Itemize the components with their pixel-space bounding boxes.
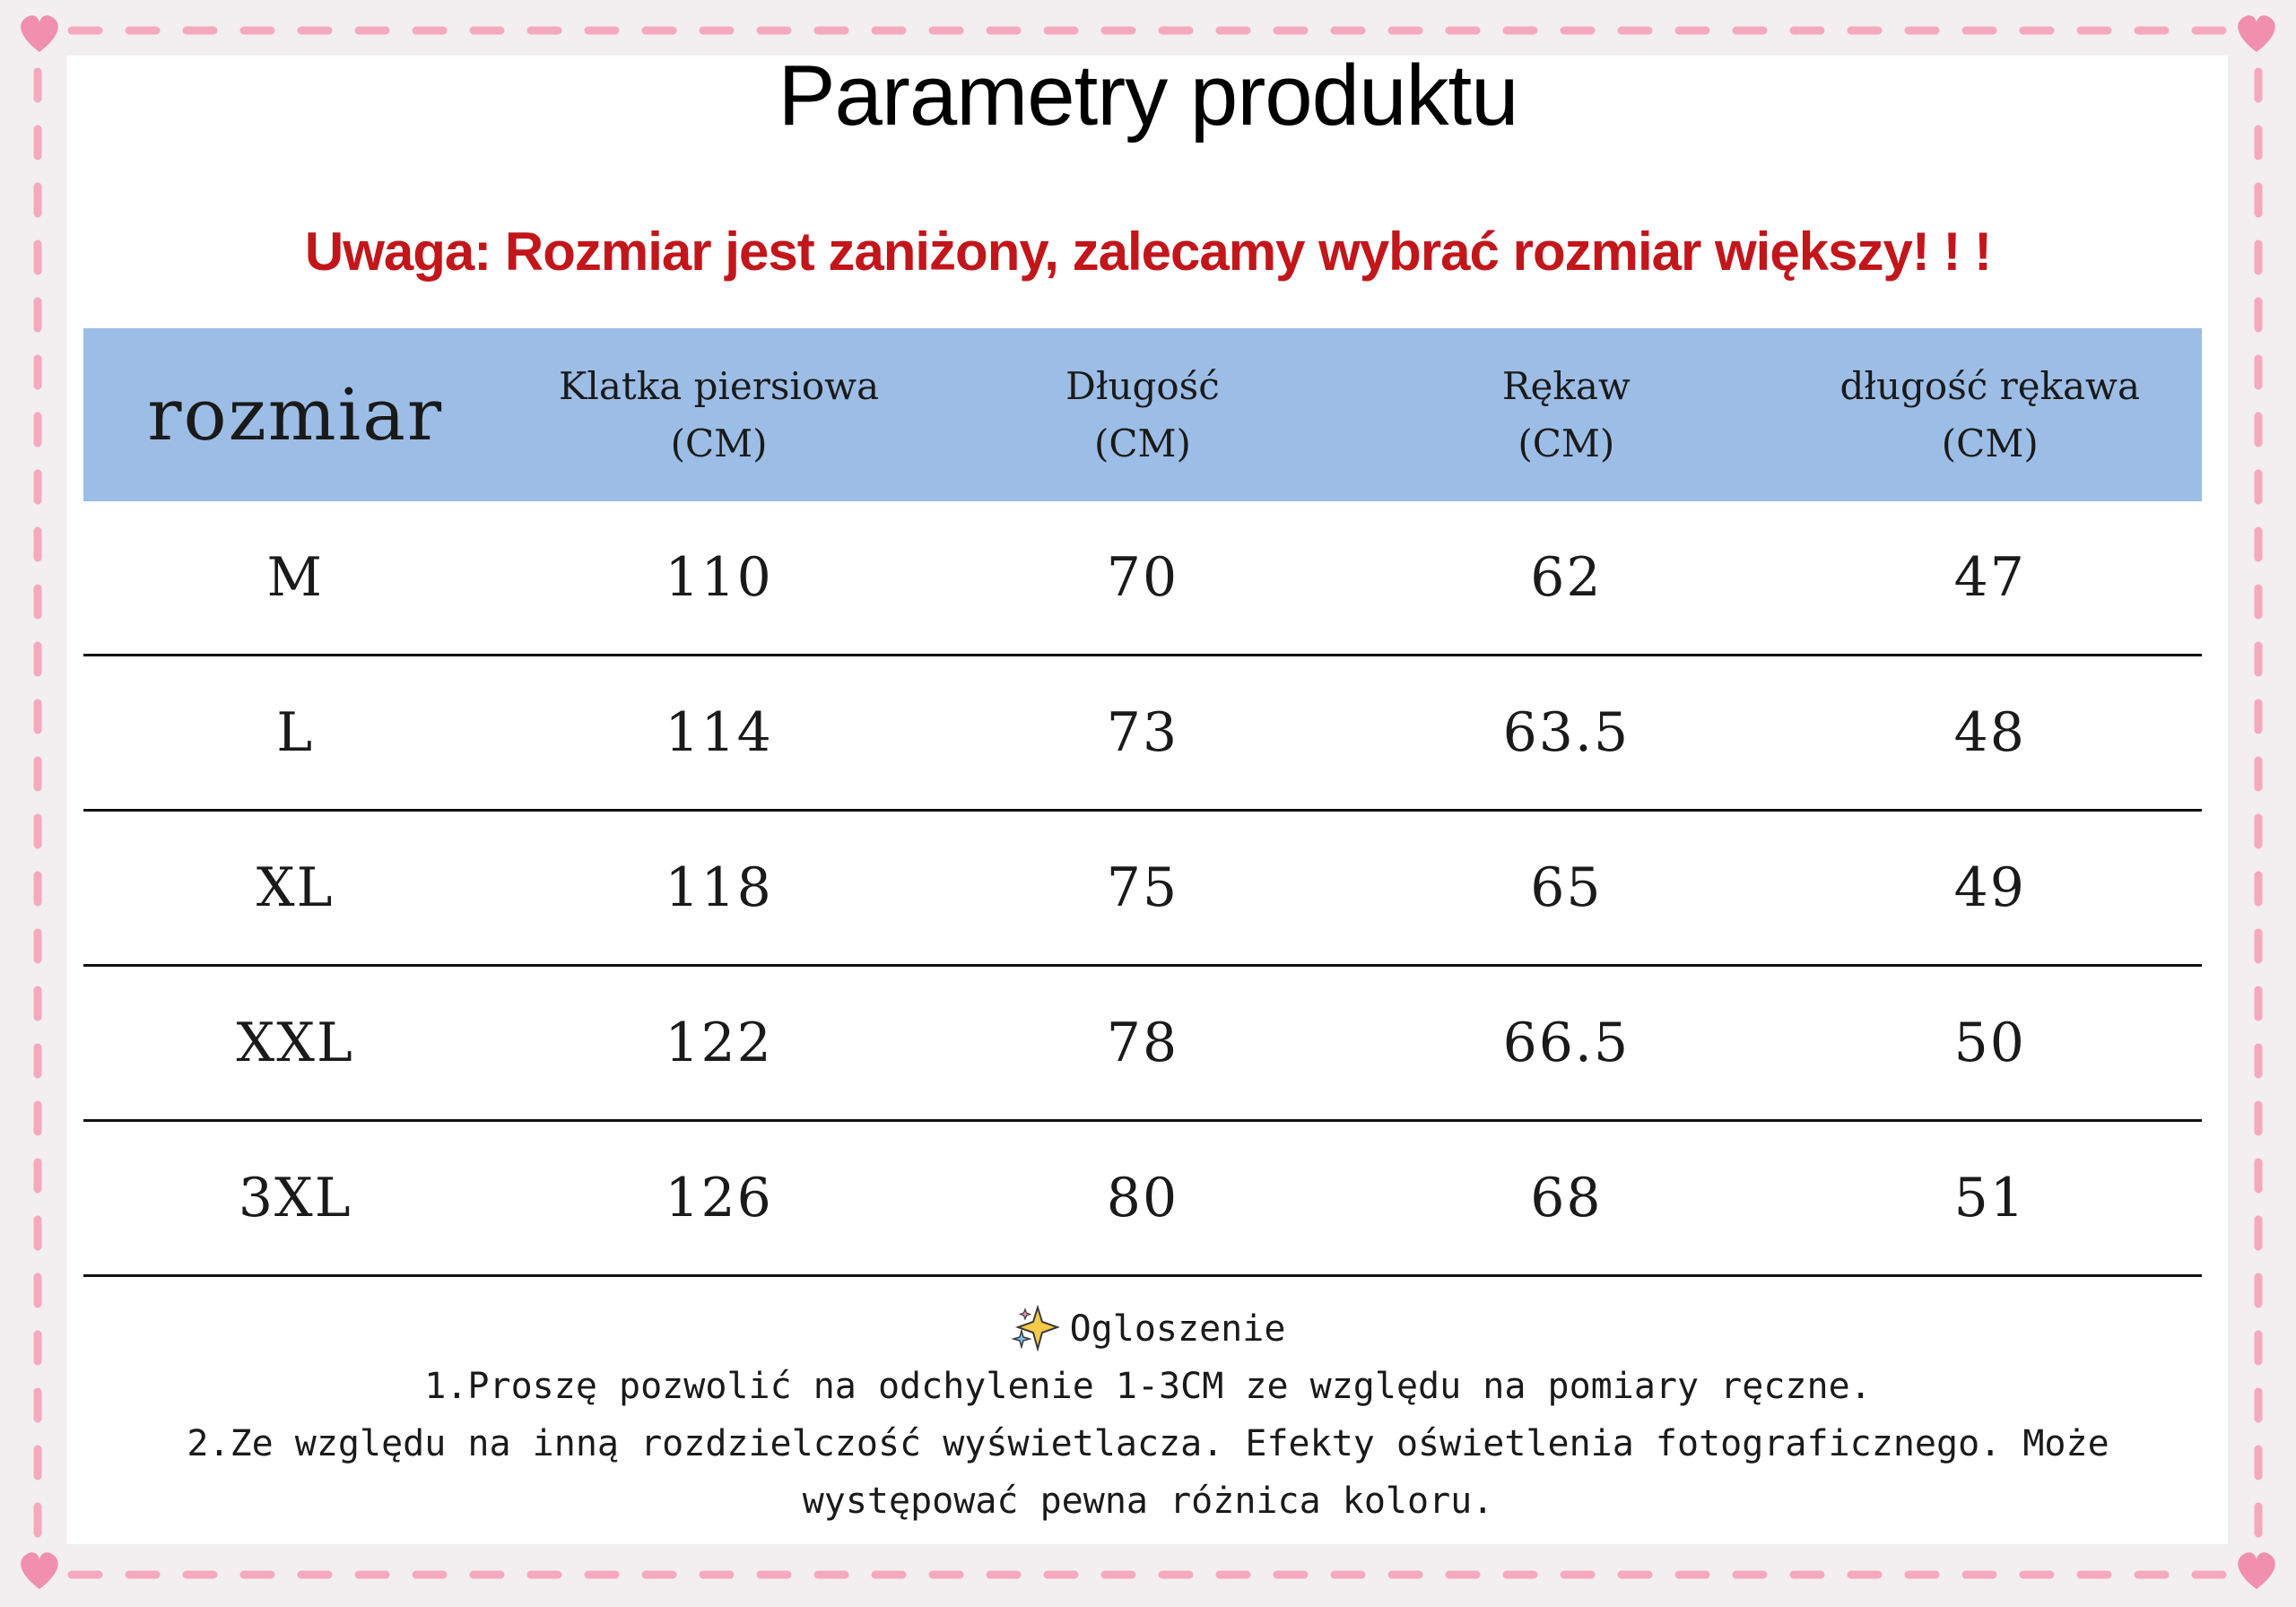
size-warning: Uwaga: Rozmiar jest zaniżony, zalecamy wybrać rozmiar większy! ! !	[304, 222, 1992, 282]
cell-sleeve-length: 51	[1953, 1167, 2026, 1229]
header-unit: (CM)	[1941, 421, 2039, 465]
notes-heading-text: Ogloszenie	[1069, 1308, 1286, 1350]
cell-sleeve: 63.5	[1502, 701, 1631, 764]
cell-sleeve-length: 47	[1953, 546, 2026, 609]
table-row	[83, 501, 2202, 656]
header-length	[931, 328, 1354, 501]
cell-sleeve-length: 48	[1953, 701, 2026, 764]
cell-size: L	[276, 701, 315, 764]
header-label: Długość	[1065, 363, 1220, 408]
cell-chest: 126	[665, 1167, 773, 1229]
header-label: rozmiar	[147, 372, 444, 456]
cell-length: 75	[1106, 856, 1179, 919]
header-sleeve	[1354, 328, 1778, 501]
cell-sleeve-length: 50	[1953, 1012, 2026, 1074]
cell-length: 80	[1106, 1167, 1179, 1229]
header-label: długość rękawa	[1839, 363, 2141, 408]
table-row	[83, 967, 2202, 1122]
cell-chest: 122	[665, 1012, 773, 1074]
header-unit: (CM)	[1518, 421, 1615, 465]
heart-icon	[2238, 1552, 2274, 1589]
note-line-2: 2.Ze względu na inną rozdzielczość wyświetlacza. Efekty oświetlenia fotograficznego. Może	[187, 1423, 2109, 1464]
heart-icon	[21, 1552, 57, 1589]
header-unit: (CM)	[670, 421, 768, 465]
cell-sleeve: 62	[1530, 546, 1603, 609]
header-label: Klatka piersiowa	[559, 363, 880, 408]
header-sleeve-length	[1779, 328, 2202, 501]
cell-size: 3XL	[238, 1167, 352, 1229]
header-label: Rękaw	[1501, 363, 1631, 408]
cell-sleeve: 68	[1530, 1167, 1603, 1229]
cell-size: XXL	[236, 1012, 354, 1074]
cell-sleeve-length: 49	[1953, 856, 2026, 919]
cell-sleeve: 65	[1530, 856, 1603, 919]
table-row	[83, 812, 2202, 967]
cell-size: M	[266, 546, 324, 609]
notes-heading	[90, 1300, 2206, 1358]
cell-size: XL	[256, 856, 335, 919]
cell-length: 73	[1106, 701, 1179, 764]
cell-sleeve: 66.5	[1502, 1012, 1631, 1074]
cell-chest: 114	[665, 701, 773, 764]
cell-length: 78	[1106, 1012, 1179, 1074]
sparkle-icon	[1011, 1304, 1061, 1354]
notes-section	[90, 1300, 2206, 1530]
size-table	[83, 328, 2202, 1277]
note-line-1: 1.Proszę pozwolić na odchylenie 1-3CM ze względu na pomiary ręczne.	[424, 1366, 1872, 1407]
note-line-3: występować pewna różnica koloru.	[802, 1481, 1494, 1522]
cell-length: 70	[1106, 546, 1179, 609]
page-title: Parametry produktu	[778, 48, 1518, 143]
header-unit: (CM)	[1094, 421, 1191, 465]
table-header	[83, 328, 2202, 501]
cell-chest: 110	[665, 546, 773, 609]
table-row	[83, 1122, 2202, 1277]
header-size	[83, 328, 507, 501]
table-row	[83, 656, 2202, 812]
header-chest	[507, 328, 930, 501]
cell-chest: 118	[665, 856, 773, 919]
